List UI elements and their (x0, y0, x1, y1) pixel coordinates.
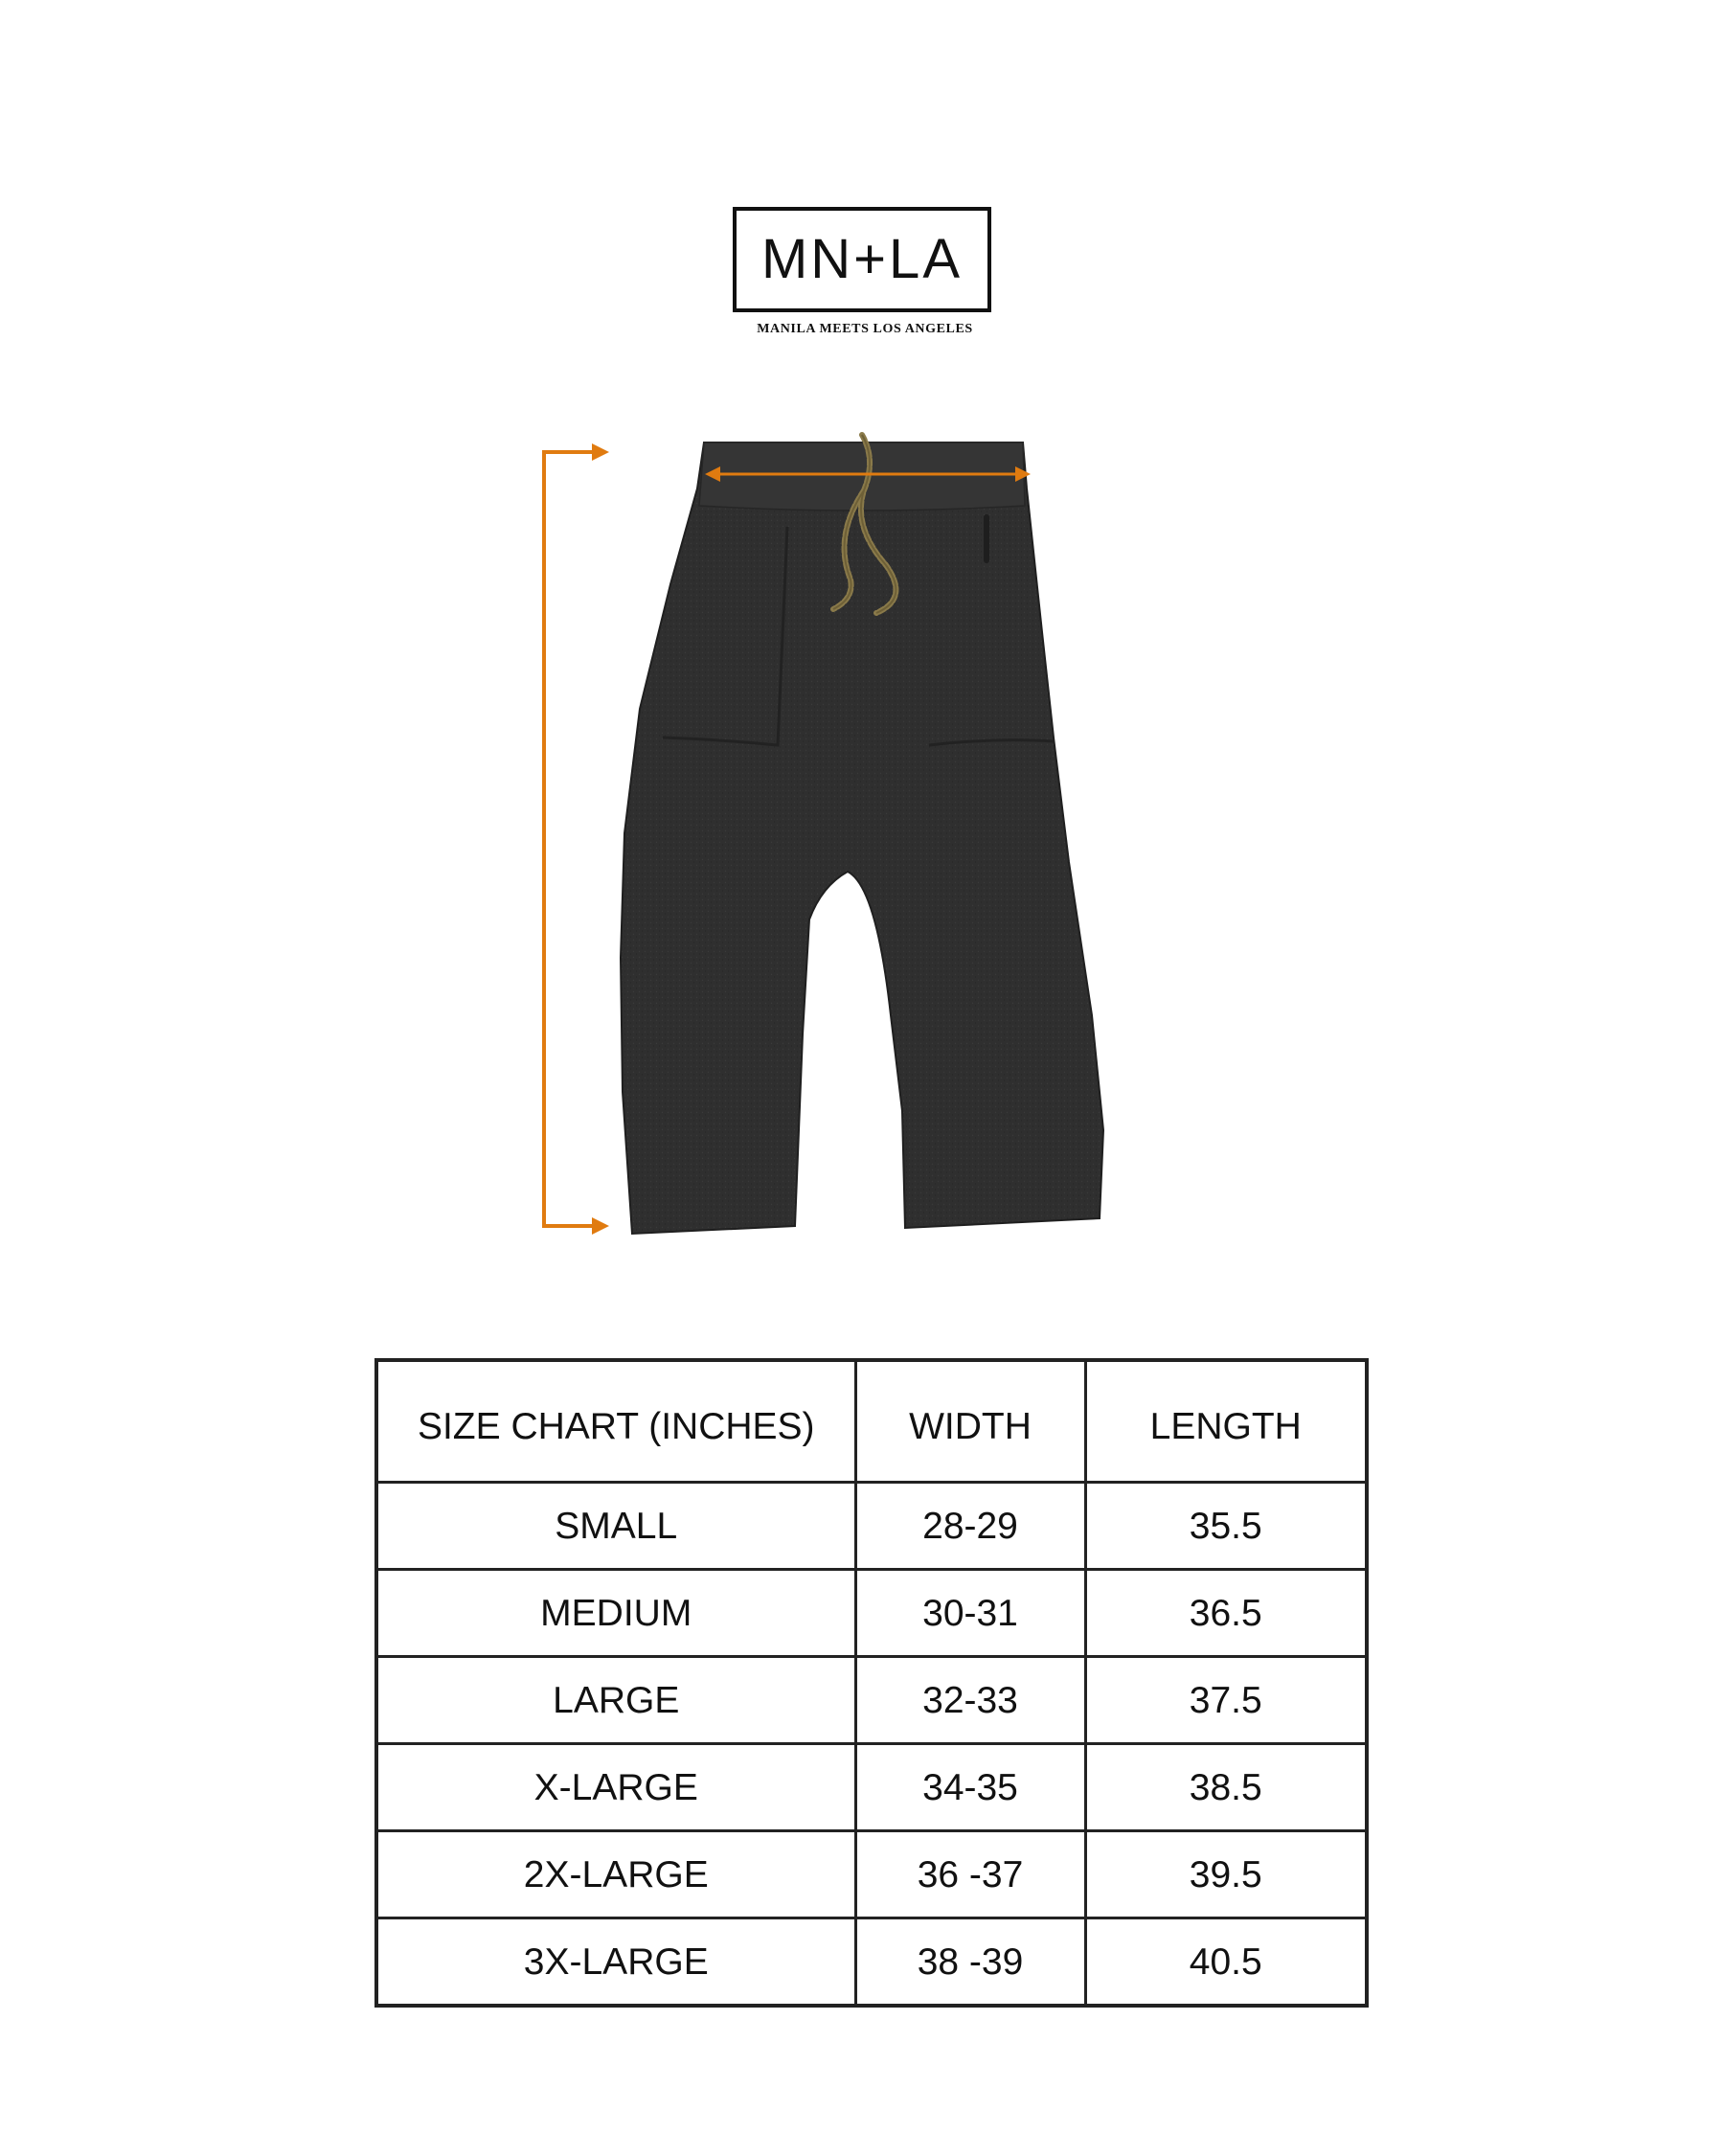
table-row (376, 1831, 1367, 1918)
width-cell: 36 -37 (855, 1831, 1085, 1918)
brand-logo (733, 207, 991, 312)
length-cell: 38.5 (1085, 1744, 1367, 1831)
logo-tagline: MANILA MEETS LOS ANGELES (757, 322, 973, 336)
table-header-row (376, 1360, 1367, 1483)
table-row (376, 1483, 1367, 1570)
width-cell: 34-35 (855, 1744, 1085, 1831)
size-cell: MEDIUM (376, 1570, 855, 1657)
width-cell: 28-29 (855, 1483, 1085, 1570)
length-cell: 39.5 (1085, 1831, 1367, 1918)
width-column-header: WIDTH (855, 1360, 1085, 1483)
length-column-header: LENGTH (1085, 1360, 1367, 1483)
size-cell: 2X-LARGE (376, 1831, 855, 1918)
size-cell: SMALL (376, 1483, 855, 1570)
drop-crotch-pants-image (517, 421, 1207, 1255)
length-cell: 36.5 (1085, 1570, 1367, 1657)
pants-body (621, 443, 1103, 1234)
width-cell: 32-33 (855, 1657, 1085, 1744)
size-chart-table (374, 1358, 1369, 2008)
table-row (376, 1570, 1367, 1657)
size-cell: LARGE (376, 1657, 855, 1744)
size-column-header: SIZE CHART (INCHES) (376, 1360, 855, 1483)
length-measure-arrow (536, 441, 613, 1236)
size-cell: X-LARGE (376, 1744, 855, 1831)
table-row (376, 1657, 1367, 1744)
table-row (376, 1744, 1367, 1831)
logo-mark: MN+LA (760, 228, 963, 290)
table-row (376, 1918, 1367, 2007)
length-cell: 35.5 (1085, 1483, 1367, 1570)
length-cell: 40.5 (1085, 1918, 1367, 2007)
size-cell: 3X-LARGE (376, 1918, 855, 2007)
length-cell: 37.5 (1085, 1657, 1367, 1744)
width-cell: 30-31 (855, 1570, 1085, 1657)
width-cell: 38 -39 (855, 1918, 1085, 2007)
